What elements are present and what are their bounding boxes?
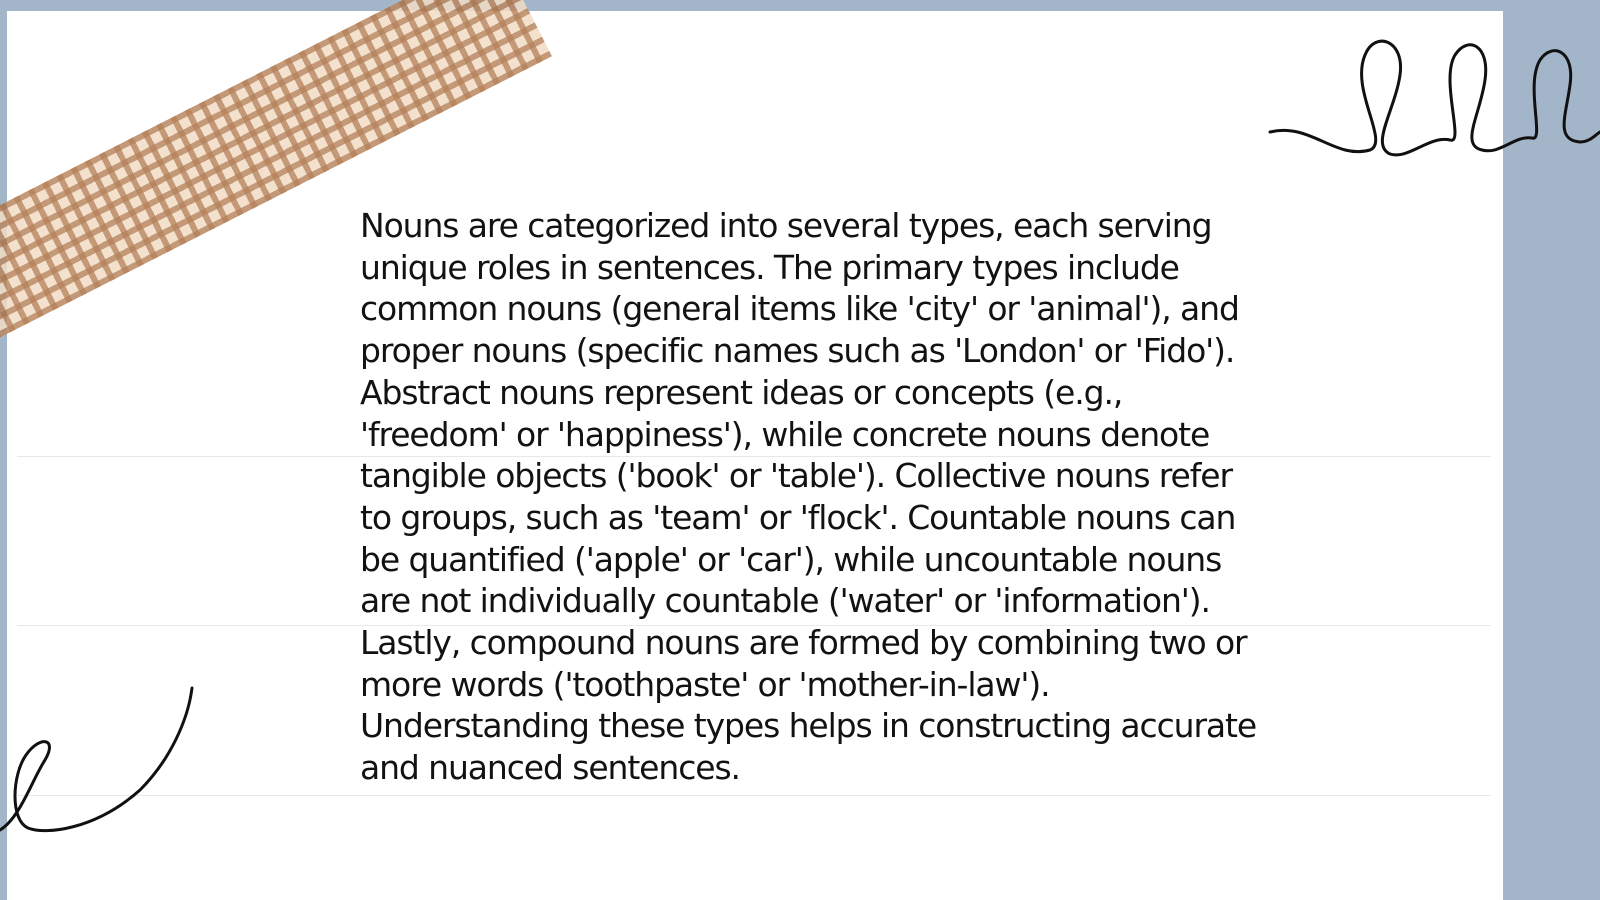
loop-swirl-doodle	[0, 690, 200, 850]
body-paragraph: Nouns are categorized into several types, each serving unique roles in sentences. The primary types include common nouns (general items like 'city' or 'animal'), and proper nouns (specific names such as 'London' or 'Fido'). Abstract nouns represent ideas or concepts (e.g., 'freedom' or 'happiness'), while concrete nouns denote tangible objects ('book' or 'table'). Collective nouns refer to groups, such as 'team' or 'flock'. Countable nouns can be quantified ('apple' or 'car'), while uncountable nouns are not individually countable ('water' or 'information'). Lastly, compound nouns are formed by combining two or more words ('toothpaste' or 'mother-in-law'). Understanding these types helps in constructing accurate and nuanced sentences.	[360, 206, 1257, 788]
loop-swirl-doodle	[1290, 30, 1600, 165]
ruled-line	[17, 795, 1491, 796]
